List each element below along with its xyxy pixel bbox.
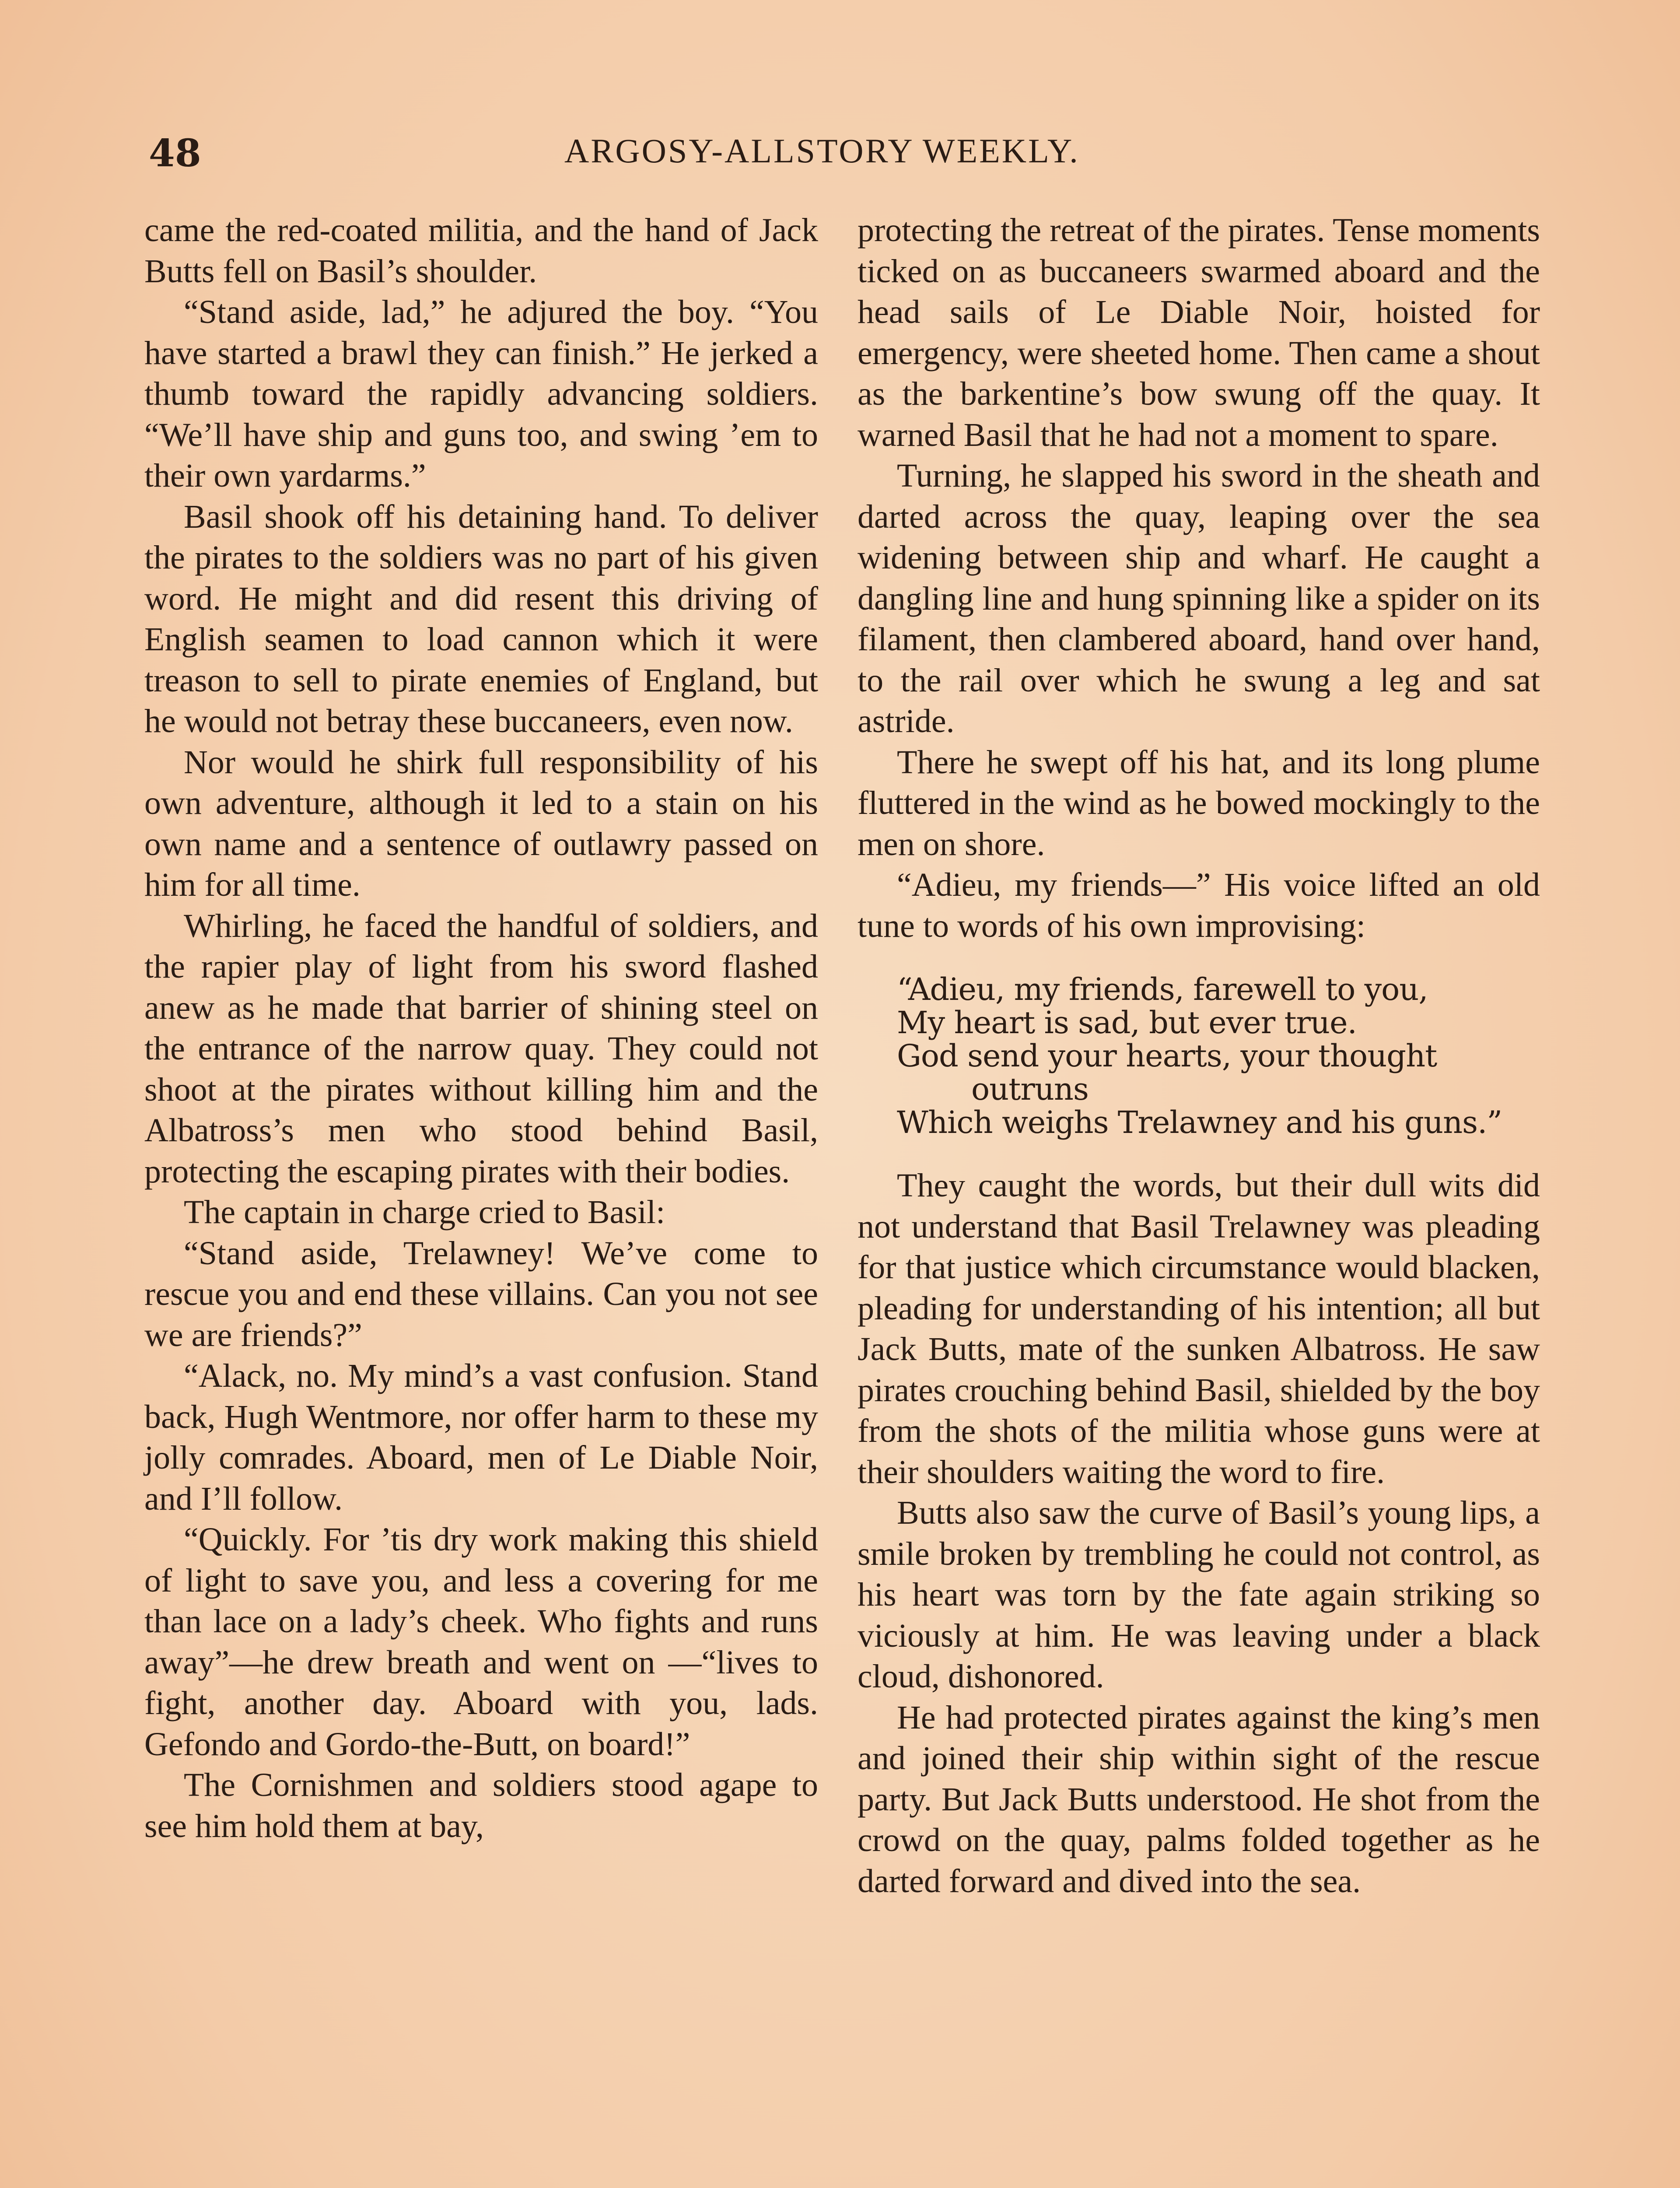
right-column [858, 210, 1540, 1902]
paragraph: Basil shook off his detaining hand. To deliver the pirates to the soldiers was no part of his given word. He might and did resent this driving of English seamen to load cannon which it were treason to sell to pirate enemies of England, but he would not betray these buccaneers, even now. [144, 498, 818, 740]
paragraph: “Adieu, my friends—” His voice lifted an old tune to words of his own improvising: [858, 866, 1540, 944]
paragraph: protecting the retreat of the pirates. Tense moments ticked on as buccaneers swarmed aboard and the head sails of Le Diable Noir, hoisted for emergency, were sheeted home. Then came a shout as the barkentine’s bow swung off the quay. It warned Basil that he had not a moment to spare. [858, 212, 1540, 453]
paragraph: Whirling, he faced the handful of soldiers, and the rapier play of light from his sword flashed anew as he made that barrier of shining steel on the entrance of the narrow quay. They could not shoot at the pirates without killing him and the Albatross’s men who stood behind Basil, protecting the escaping pirates with their bodies. [144, 907, 818, 1190]
paragraph: “Alack, no. My mind’s a vast confusion. Stand back, Hugh Wentmore, nor offer harm to these my jolly comrades. Aboard, men of Le Diable Noir, and I’ll follow. [144, 1357, 818, 1517]
verse-line: Which weighs Trelawney and his guns.” [897, 1105, 1502, 1140]
paragraph: Turning, he slapped his sword in the sheath and darted across the quay, leaping over the sea widening between ship and wharf. He caught a dangling line and hung spinning like a spider on its filament, then clambered aboard, hand over hand, to the rail over which he swung a leg and sat astride. [858, 457, 1540, 740]
paragraph: The captain in charge cried to Basil: [184, 1194, 665, 1231]
paragraph: Nor would he shirk full responsibility of his own adventure, although it led to a stain on his own name and a sentence of outlawry passed on him for all time. [144, 743, 818, 903]
left-column [144, 210, 818, 1847]
page-header [149, 131, 1531, 179]
paragraph: came the red-coated militia, and the hand of Jack Butts fell on Basil’s shoulder. [144, 212, 818, 290]
paragraph: “Stand aside, lad,” he adjured the boy. “You have started a brawl they can finish.” He jerked a thumb toward the rapidly advancing soldiers. “We’ll have ship and guns too, and swing ’em to their own yardarms.” [144, 294, 818, 494]
paragraph: There he swept off his hat, and its long plume fluttered in the wind as he bowed mockingly to the men on shore. [858, 743, 1540, 863]
paragraph: Butts also saw the curve of Basil’s young lips, a smile broken by trembling he could not control, as his heart was torn by the fate again striking so viciously at him. He was leaving under a black cloud, dishonored. [858, 1494, 1540, 1695]
verse-line: God send your hearts, your thought [897, 1038, 1437, 1074]
paragraph: He had protected pirates against the king’s men and joined their ship within sight of the rescue party. But Jack Butts understood. He shot from the crowd on the quay, palms folded together as he darted forward and dived into the sea. [858, 1699, 1540, 1900]
verse-line: My heart is sad, but ever true. [897, 1005, 1357, 1041]
verse-block [897, 973, 1540, 1139]
paragraph: “Quickly. For ’tis dry work making this shield of light to save you, and less a covering for me than lace on a lady’s cheek. Who fights and runs away”—he drew breath and went on —“lives to fight, another day. Aboard with you, lads. Gefondo and Gordo-the-Butt, on board!” [144, 1521, 818, 1763]
paragraph: “Stand aside, Trelawney! We’ve come to rescue you and end these villains. Can you not see we are friends?” [144, 1234, 818, 1353]
page-number: 48 [149, 131, 201, 175]
running-head: ARGOSY-ALLSTORY WEEKLY. [564, 132, 1080, 170]
paragraph: They caught the words, but their dull wits did not understand that Basil Trelawney was pleading for that justice which circumstance would blacken, pleading for understanding of his intention; all but Jack Butts, mate of the sunken Albatross. He saw pirates crouching behind Basil, shielded by the boy from the shots of the militia whose guns were at their shoulders waiting the word to fire. [858, 1167, 1540, 1490]
paragraph: The Cornishmen and soldiers stood agape to see him hold them at bay, [144, 1767, 818, 1844]
verse-line: outruns [971, 1071, 1088, 1107]
verse-line: “Adieu, my friends, farewell to you, [897, 971, 1428, 1007]
